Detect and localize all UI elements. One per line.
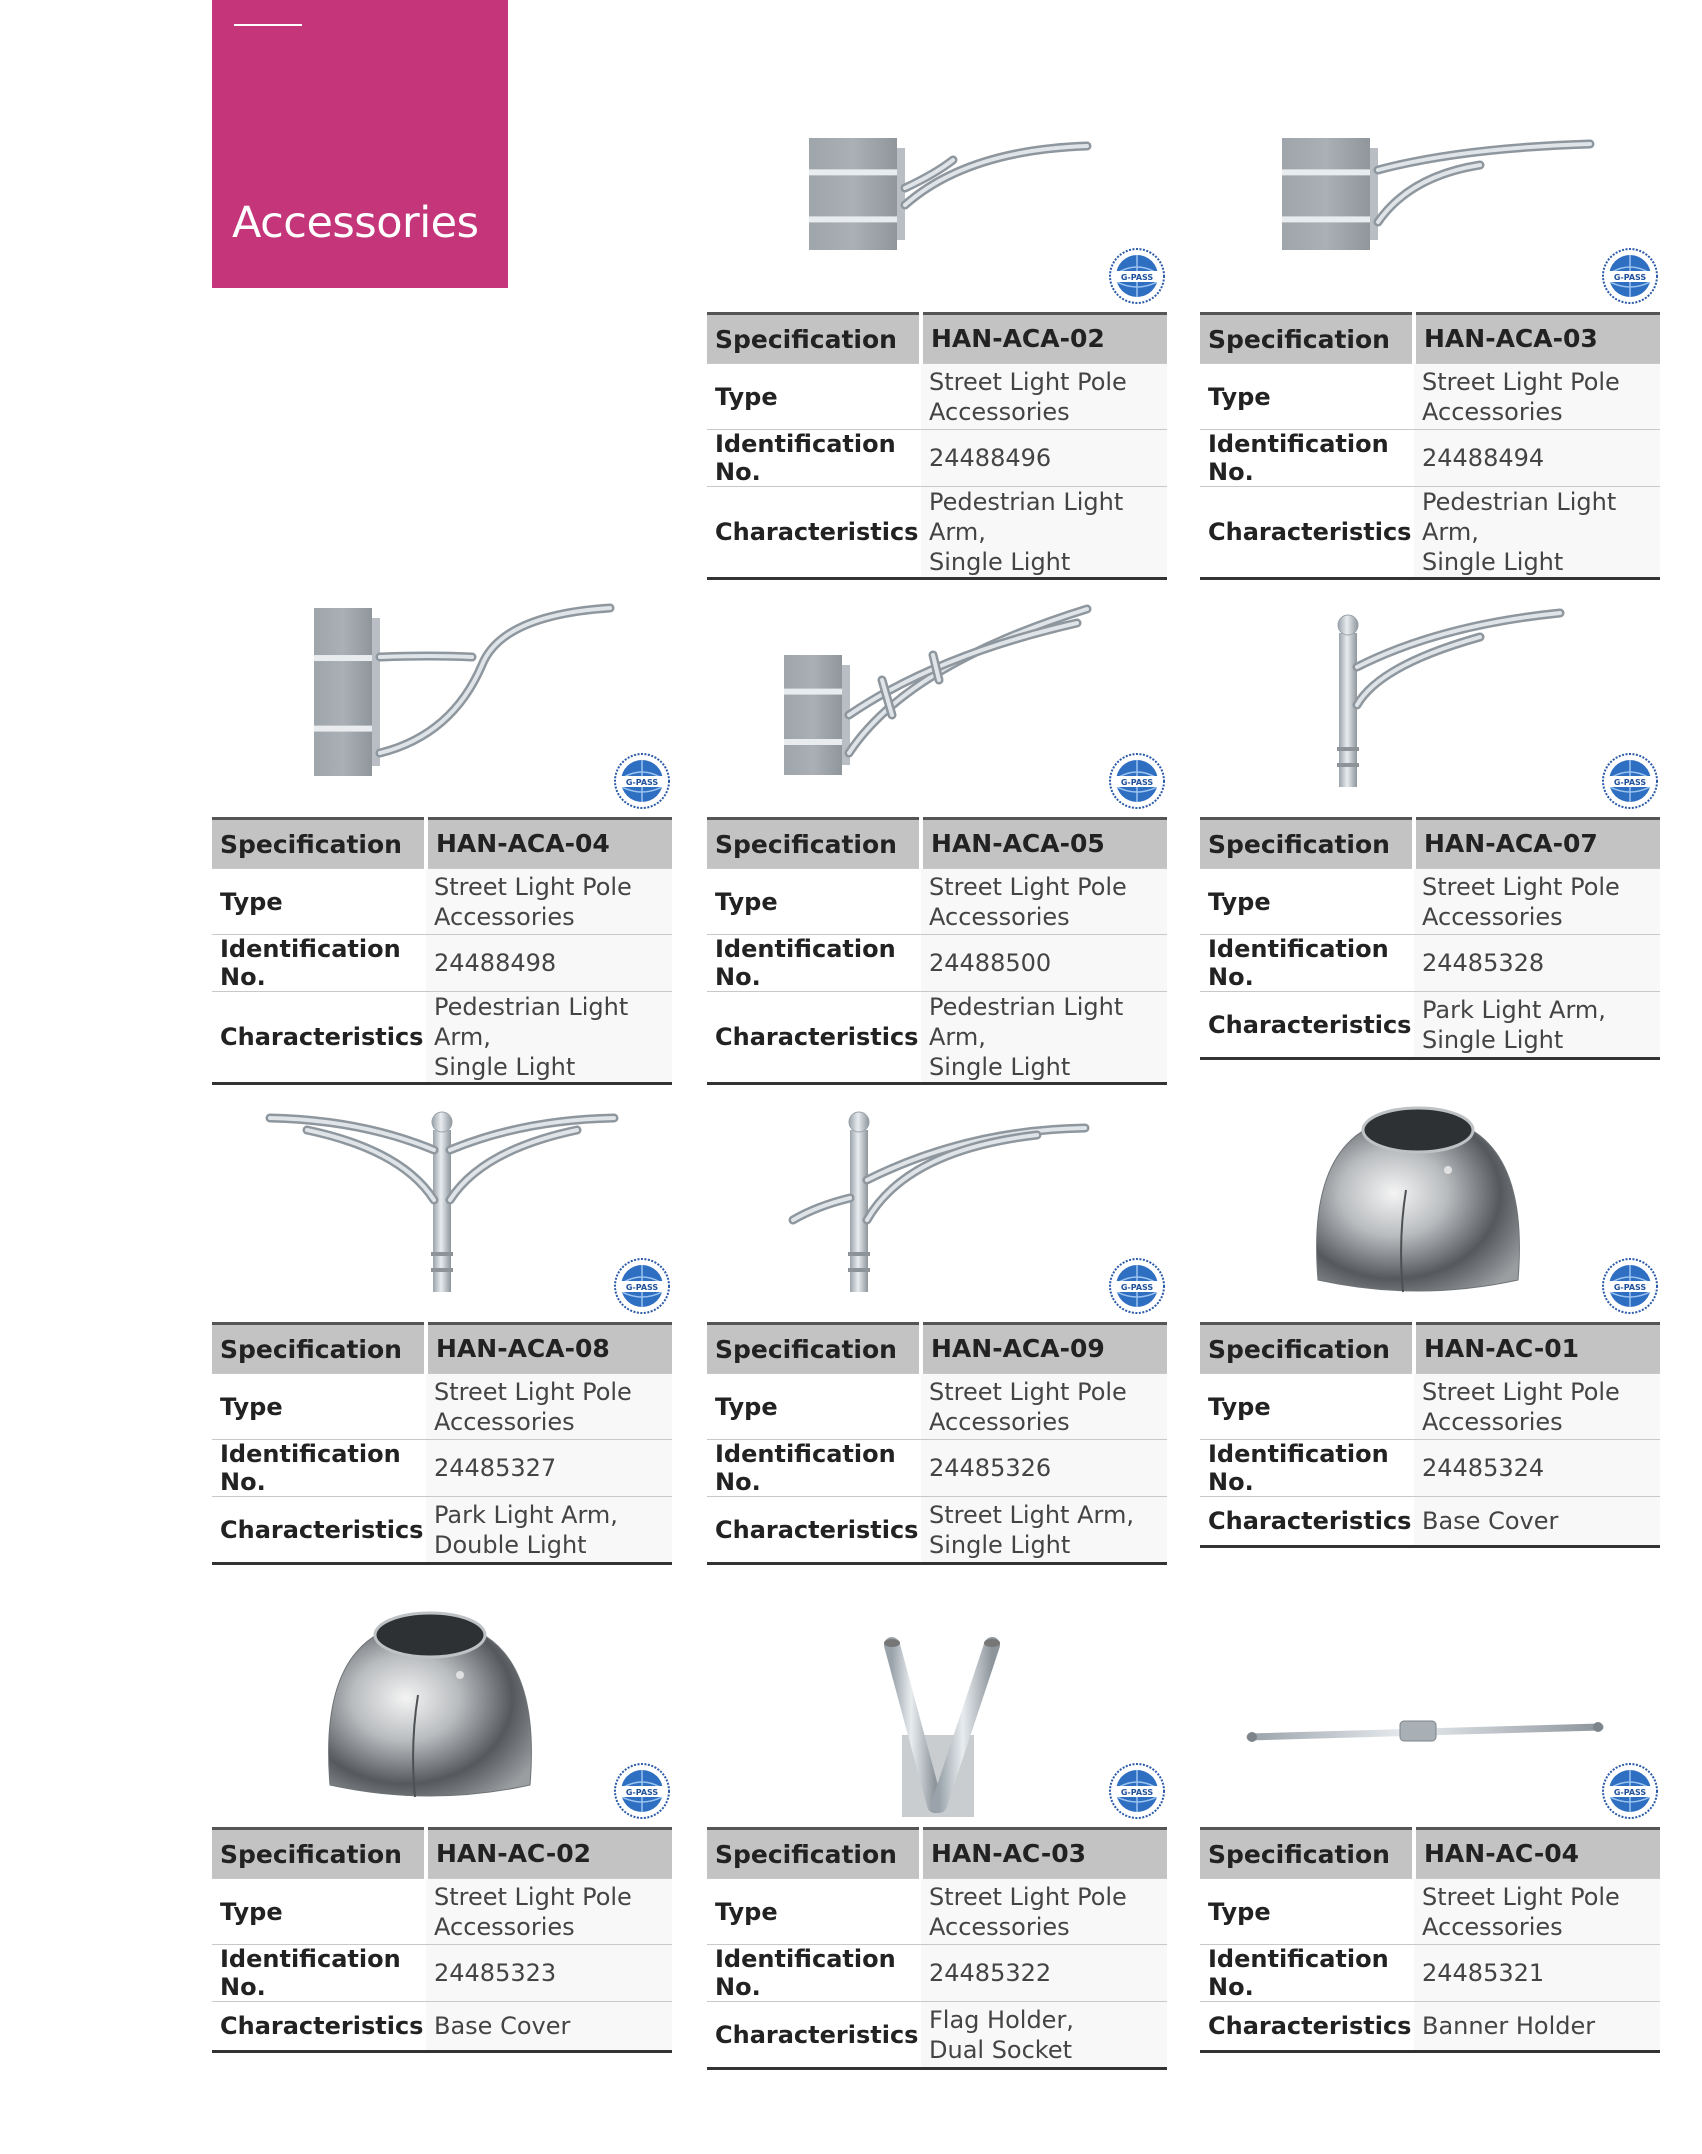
cell-line: Street Light Pole bbox=[434, 1882, 632, 1911]
product-card bbox=[707, 1515, 1167, 2070]
badge-text: G-PASS bbox=[625, 1788, 659, 1797]
type-label: Type bbox=[707, 869, 921, 935]
cell-line: Pedestrian Light Arm, bbox=[1422, 488, 1617, 546]
spec-row bbox=[212, 819, 672, 869]
spec-label: Specification bbox=[1200, 819, 1414, 869]
product-card bbox=[1200, 1515, 1660, 2053]
type-value bbox=[921, 869, 1167, 935]
flag-holder-icon bbox=[707, 1515, 1167, 1827]
id-label: Identification No. bbox=[1200, 1440, 1414, 1497]
char-value bbox=[1414, 2002, 1660, 2052]
type-row bbox=[707, 869, 1167, 935]
id-label: Identification No. bbox=[212, 1440, 426, 1497]
cell-line: Street Light Pole bbox=[929, 367, 1127, 396]
cell-line: Single Light bbox=[929, 548, 1071, 576]
id-row bbox=[212, 1440, 672, 1497]
cell-line: Double Light bbox=[434, 1530, 587, 1559]
id-row bbox=[707, 1440, 1167, 1497]
product-card bbox=[707, 1010, 1167, 1565]
type-value bbox=[426, 1879, 672, 1945]
spec-row bbox=[1200, 819, 1660, 869]
spec-row bbox=[212, 1324, 672, 1374]
product-image bbox=[707, 0, 1167, 312]
cell-line: Single Light bbox=[1422, 1025, 1564, 1054]
type-row bbox=[212, 1879, 672, 1945]
spec-row bbox=[707, 1324, 1167, 1374]
char-value bbox=[426, 2002, 672, 2052]
type-row bbox=[707, 1374, 1167, 1440]
cell-line: Street Light Pole bbox=[1422, 1882, 1620, 1911]
cell-line: Accessories bbox=[1422, 1912, 1563, 1941]
type-row bbox=[1200, 364, 1660, 430]
cell-line: Accessories bbox=[929, 397, 1070, 426]
type-label: Type bbox=[707, 364, 921, 430]
spec-label: Specification bbox=[212, 1324, 426, 1374]
spec-label: Specification bbox=[707, 819, 921, 869]
type-label: Type bbox=[1200, 869, 1414, 935]
type-value bbox=[426, 869, 672, 935]
type-row bbox=[212, 869, 672, 935]
pedestrian-arm-icon bbox=[1200, 0, 1660, 312]
banner-holder-icon bbox=[1200, 1515, 1660, 1827]
id-row bbox=[212, 1945, 672, 2002]
char-label: Characteristics bbox=[212, 2002, 426, 2052]
spec-value: HAN-ACA-08 bbox=[426, 1324, 672, 1374]
spec-label: Specification bbox=[1200, 314, 1414, 364]
gpass-badge-icon bbox=[1109, 1258, 1165, 1314]
product-image bbox=[212, 1010, 672, 1322]
gpass-badge-icon bbox=[1109, 753, 1165, 809]
char-row bbox=[212, 2002, 672, 2052]
type-value bbox=[1414, 1374, 1660, 1440]
id-label: Identification No. bbox=[212, 935, 426, 992]
cell-line: Single Light bbox=[434, 1053, 576, 1081]
char-label: Characteristics bbox=[212, 1497, 426, 1564]
spec-row bbox=[212, 1829, 672, 1879]
product-image bbox=[1200, 1515, 1660, 1827]
gpass-badge-icon bbox=[1109, 1763, 1165, 1819]
id-value: 24488498 bbox=[426, 935, 672, 992]
header-rule bbox=[234, 24, 302, 26]
id-row bbox=[707, 935, 1167, 992]
gpass-badge-icon bbox=[1109, 248, 1165, 304]
cell-line: Street Light Pole bbox=[929, 1882, 1127, 1911]
type-label: Type bbox=[212, 869, 426, 935]
badge-text: G-PASS bbox=[1613, 1283, 1647, 1292]
id-label: Identification No. bbox=[707, 935, 921, 992]
id-row bbox=[1200, 430, 1660, 487]
id-value: 24485327 bbox=[426, 1440, 672, 1497]
product-card bbox=[212, 1010, 672, 1565]
id-value: 24485323 bbox=[426, 1945, 672, 2002]
spec-row bbox=[1200, 314, 1660, 364]
type-value bbox=[1414, 364, 1660, 430]
id-label: Identification No. bbox=[707, 1945, 921, 2002]
cell-line: Banner Holder bbox=[1422, 2012, 1596, 2040]
id-row bbox=[707, 430, 1167, 487]
cell-line: Street Light Pole bbox=[929, 872, 1127, 901]
char-label: Characteristics bbox=[1200, 487, 1414, 579]
id-row bbox=[212, 935, 672, 992]
char-label: Characteristics bbox=[707, 487, 921, 579]
cell-line: Accessories bbox=[929, 1407, 1070, 1436]
gpass-badge-icon bbox=[1602, 248, 1658, 304]
badge-text: G-PASS bbox=[1120, 273, 1154, 282]
id-value: 24485324 bbox=[1414, 1440, 1660, 1497]
gpass-badge-icon bbox=[614, 1258, 670, 1314]
product-card bbox=[1200, 1010, 1660, 1548]
cell-line: Accessories bbox=[1422, 1407, 1563, 1436]
cell-line: Accessories bbox=[929, 1912, 1070, 1941]
spec-table bbox=[1200, 1827, 1660, 2053]
gpass-badge-icon bbox=[1602, 753, 1658, 809]
type-row bbox=[1200, 1374, 1660, 1440]
spec-row bbox=[707, 314, 1167, 364]
park-arm-icon bbox=[1200, 505, 1660, 817]
type-value bbox=[921, 364, 1167, 430]
badge-text: G-PASS bbox=[1613, 778, 1647, 787]
cell-line: Accessories bbox=[434, 1407, 575, 1436]
id-value: 24488494 bbox=[1414, 430, 1660, 487]
cell-line: Street Light Pole bbox=[1422, 872, 1620, 901]
cell-line: Single Light bbox=[1422, 548, 1564, 576]
badge-text: G-PASS bbox=[1120, 1283, 1154, 1292]
type-row bbox=[212, 1374, 672, 1440]
spec-value: HAN-ACA-03 bbox=[1414, 314, 1660, 364]
badge-text: G-PASS bbox=[1120, 1788, 1154, 1797]
type-label: Type bbox=[707, 1374, 921, 1440]
cell-line: Street Light Pole bbox=[434, 1377, 632, 1406]
spec-value: HAN-ACA-05 bbox=[921, 819, 1167, 869]
type-row bbox=[707, 364, 1167, 430]
spec-label: Specification bbox=[1200, 1829, 1414, 1879]
type-label: Type bbox=[212, 1374, 426, 1440]
id-label: Identification No. bbox=[1200, 430, 1414, 487]
spec-row bbox=[707, 819, 1167, 869]
spec-value: HAN-AC-03 bbox=[921, 1829, 1167, 1879]
cell-line: Park Light Arm, bbox=[434, 1500, 618, 1529]
cell-line: Single Light bbox=[929, 1053, 1071, 1081]
gpass-badge-icon bbox=[614, 1763, 670, 1819]
char-value bbox=[921, 2002, 1167, 2069]
double-arm-icon bbox=[212, 1010, 672, 1322]
id-value: 24488500 bbox=[921, 935, 1167, 992]
product-image bbox=[707, 1515, 1167, 1827]
type-value bbox=[921, 1374, 1167, 1440]
spec-label: Specification bbox=[707, 1324, 921, 1374]
id-label: Identification No. bbox=[1200, 1945, 1414, 2002]
gpass-badge-icon bbox=[1602, 1763, 1658, 1819]
cell-line: Single Light bbox=[929, 1530, 1071, 1559]
spec-row bbox=[707, 1829, 1167, 1879]
product-image bbox=[707, 505, 1167, 817]
cell-line: Street Light Pole bbox=[1422, 1377, 1620, 1406]
id-row bbox=[1200, 1945, 1660, 2002]
cell-line: Pedestrian Light Arm, bbox=[929, 993, 1124, 1051]
type-row bbox=[1200, 1879, 1660, 1945]
base-cover-icon bbox=[212, 1515, 672, 1827]
char-label: Characteristics bbox=[707, 2002, 921, 2069]
badge-text: G-PASS bbox=[625, 1283, 659, 1292]
spec-label: Specification bbox=[212, 819, 426, 869]
id-label: Identification No. bbox=[1200, 935, 1414, 992]
product-image bbox=[1200, 505, 1660, 817]
base-cover-icon bbox=[1200, 1010, 1660, 1322]
type-value bbox=[426, 1374, 672, 1440]
char-label: Characteristics bbox=[1200, 2002, 1414, 2052]
product-card bbox=[212, 1515, 672, 2053]
id-label: Identification No. bbox=[707, 430, 921, 487]
badge-text: G-PASS bbox=[1613, 273, 1647, 282]
product-card bbox=[1200, 0, 1660, 580]
page-title: Accessories bbox=[232, 198, 479, 248]
gpass-badge-icon bbox=[1602, 1258, 1658, 1314]
spec-row bbox=[1200, 1829, 1660, 1879]
id-label: Identification No. bbox=[212, 1945, 426, 2002]
cell-line: Accessories bbox=[1422, 902, 1563, 931]
spec-value: HAN-ACA-02 bbox=[921, 314, 1167, 364]
char-label: Characteristics bbox=[1200, 992, 1414, 1059]
id-value: 24485326 bbox=[921, 1440, 1167, 1497]
spec-value: HAN-ACA-04 bbox=[426, 819, 672, 869]
cell-line: Street Light Pole bbox=[1422, 367, 1620, 396]
product-card bbox=[707, 0, 1167, 580]
product-image bbox=[212, 1515, 672, 1827]
char-row bbox=[707, 2002, 1167, 2069]
cell-line: Accessories bbox=[434, 902, 575, 931]
char-label: Characteristics bbox=[707, 992, 921, 1084]
cell-line: Flag Holder, bbox=[929, 2005, 1074, 2034]
type-label: Type bbox=[1200, 1374, 1414, 1440]
char-label: Characteristics bbox=[212, 992, 426, 1084]
pedestrian-arm-icon bbox=[707, 0, 1167, 312]
section-header bbox=[212, 0, 508, 288]
id-value: 24488496 bbox=[921, 430, 1167, 487]
gpass-badge-icon bbox=[614, 753, 670, 809]
spec-value: HAN-AC-04 bbox=[1414, 1829, 1660, 1879]
id-value: 24485321 bbox=[1414, 1945, 1660, 2002]
cell-line: Accessories bbox=[929, 902, 1070, 931]
cell-line: Street Light Pole bbox=[929, 1377, 1127, 1406]
id-value: 24485322 bbox=[921, 1945, 1167, 2002]
spec-table bbox=[707, 1827, 1167, 2070]
cell-line: Park Light Arm, bbox=[1422, 995, 1606, 1024]
spec-label: Specification bbox=[707, 314, 921, 364]
spec-label: Specification bbox=[212, 1829, 426, 1879]
spec-label: Specification bbox=[1200, 1324, 1414, 1374]
cell-line: Pedestrian Light Arm, bbox=[929, 488, 1124, 546]
product-image bbox=[707, 1010, 1167, 1322]
pedestrian-arm-icon bbox=[212, 505, 672, 817]
cell-line: Dual Socket bbox=[929, 2035, 1073, 2064]
id-label: Identification No. bbox=[707, 1440, 921, 1497]
type-row bbox=[1200, 869, 1660, 935]
product-image bbox=[1200, 1010, 1660, 1322]
spec-value: HAN-ACA-09 bbox=[921, 1324, 1167, 1374]
product-card bbox=[212, 505, 672, 1085]
street-arm-icon bbox=[707, 1010, 1167, 1322]
cell-line: Street Light Arm, bbox=[929, 1500, 1134, 1529]
spec-value: HAN-AC-02 bbox=[426, 1829, 672, 1879]
spec-table bbox=[212, 1827, 672, 2053]
badge-text: G-PASS bbox=[625, 778, 659, 787]
id-row bbox=[707, 1945, 1167, 2002]
spec-value: HAN-AC-01 bbox=[1414, 1324, 1660, 1374]
pedestrian-arm-icon bbox=[707, 505, 1167, 817]
product-card bbox=[1200, 505, 1660, 1060]
cell-line: Base Cover bbox=[434, 2012, 571, 2040]
char-row bbox=[1200, 2002, 1660, 2052]
cell-line: Accessories bbox=[434, 1912, 575, 1941]
product-card bbox=[707, 505, 1167, 1085]
badge-text: G-PASS bbox=[1613, 1788, 1647, 1797]
id-value: 24485328 bbox=[1414, 935, 1660, 992]
id-row bbox=[1200, 935, 1660, 992]
cell-line: Accessories bbox=[1422, 397, 1563, 426]
product-image bbox=[212, 505, 672, 817]
type-label: Type bbox=[1200, 1879, 1414, 1945]
type-label: Type bbox=[1200, 364, 1414, 430]
id-row bbox=[1200, 1440, 1660, 1497]
type-label: Type bbox=[707, 1879, 921, 1945]
type-value bbox=[1414, 869, 1660, 935]
spec-label: Specification bbox=[707, 1829, 921, 1879]
char-label: Characteristics bbox=[1200, 1497, 1414, 1547]
cell-line: Base Cover bbox=[1422, 1507, 1559, 1535]
type-label: Type bbox=[212, 1879, 426, 1945]
spec-value: HAN-ACA-07 bbox=[1414, 819, 1660, 869]
type-row bbox=[707, 1879, 1167, 1945]
char-label: Characteristics bbox=[707, 1497, 921, 1564]
type-value bbox=[921, 1879, 1167, 1945]
type-value bbox=[1414, 1879, 1660, 1945]
cell-line: Street Light Pole bbox=[434, 872, 632, 901]
spec-row bbox=[1200, 1324, 1660, 1374]
product-image bbox=[1200, 0, 1660, 312]
badge-text: G-PASS bbox=[1120, 778, 1154, 787]
cell-line: Pedestrian Light Arm, bbox=[434, 993, 629, 1051]
